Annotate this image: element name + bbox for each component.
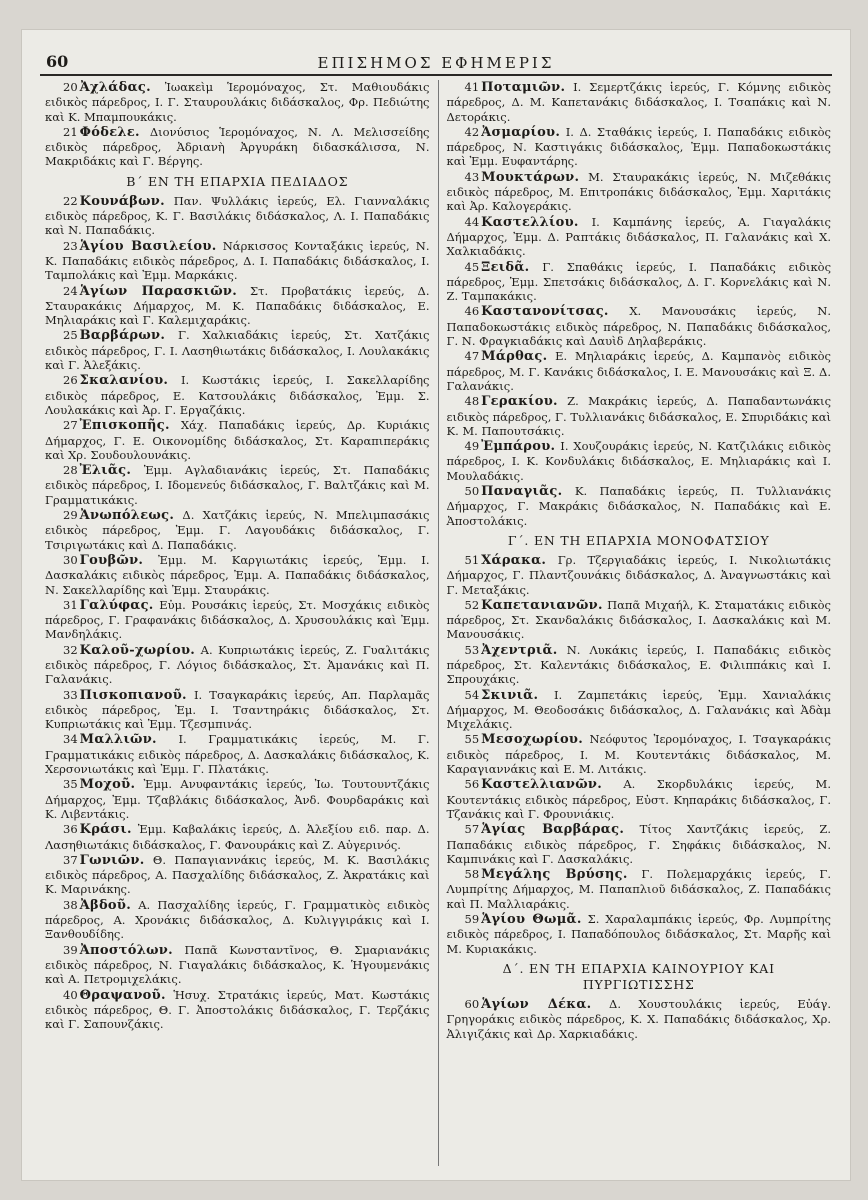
entry-number: 34 xyxy=(63,732,78,747)
entry-place-name: Ἀχλάδας. xyxy=(79,80,151,95)
municipality-entry xyxy=(447,215,832,259)
entry-members: Ἐμμ. Ανυφαντάκις ἱερεύς, Ἰω. Τουτουντζάκις Δήμαρχος, Ἐμμ. Τζαβλάκις διδάσκαλος, Ἀνδ. Φουρδαράκις καὶ Κ. Λιβεντάκις. xyxy=(45,777,430,821)
municipality-entry xyxy=(447,732,832,776)
entry-place-name: Θραψανοῦ. xyxy=(79,987,166,1003)
entry-members: Α. Πασχαλίδης ἱερεύς, Γ. Γραμματικὸς ειδικὸς πάρεδρος, Α. Χρονάκις διδάσκαλος, Δ. Κυλιγγιράκις καὶ Ι. Ξανθουδίδης. xyxy=(45,897,430,942)
entry-members: Ἐμμ. Καβαλάκις ἱερεύς, Δ. Ἀλεξίου ειδ. παρ. Δ. Λασηθιωτάκις διδάσκαλος, Γ. Φανουράκις καὶ Ζ. Αὐγερινός. xyxy=(45,822,430,852)
municipality-entry xyxy=(447,867,832,911)
municipality-entry xyxy=(447,304,832,348)
municipality-entry xyxy=(447,688,832,732)
municipality-entry xyxy=(447,260,832,304)
entry-number: 33 xyxy=(63,687,78,702)
entry-members: Γ. Πολεμαρχάκις ἱερεύς, Γ. Λυμπρίτης Δήμαρχος, Μ. Παπαπλιοῦ διδάσκαλος, Ζ. Παπαδάκις καὶ Π. Μαλλιαράκις. xyxy=(446,867,831,911)
entry-place-name: Βαρβάρων. xyxy=(79,328,166,344)
entry-members: Θ. Παπαγιαννάκις ἱερεύς, Μ. Κ. Βασιλάκις ειδικὸς πάρεδρος, Α. Πασχαλίδης διδάσκαλος, Ζ. Ἀκρατάκις καὶ Κ. Μαρινάκης. xyxy=(45,852,430,897)
left-column xyxy=(40,80,439,1166)
entry-number: 20 xyxy=(63,80,78,94)
municipality-entry xyxy=(45,853,430,897)
entry-place-name: Μεγάλης Βρύσης. xyxy=(481,867,628,883)
entry-number: 25 xyxy=(63,328,78,343)
entry-members: Ι. Καμπάνης ἱερεύς, Α. Γιαγαλάκις Δήμαρχος, Ἐμμ. Δ. Ραπτάκις διδάσκαλος, Π. Γαλανάκις καὶ Χ. Χαλκιαδάκις. xyxy=(446,214,831,259)
municipality-entry xyxy=(45,688,430,732)
entry-members: Ι. Τσαγκαράκις ἱερεύς, Απ. Παρλαμᾶς ειδικὸς πάρεδρος, Ἐμ. Ι. Τσαντηράκις διδάσκαλος, Στ. Κυπριωτάκις καὶ Ἐμμ. Τζεσμπινάς. xyxy=(45,687,430,732)
entry-place-name: Ἐλιᾶς. xyxy=(79,463,132,479)
entry-members: Α. Σκορδυλάκις ἱερεύς, Μ. Κουτεντάκις ειδικὸς πάρεδρος, Εὐστ. Κηπαράκις διδάσκαλος, Γ. Τζανάκις καὶ Γ. Φρουνιάκις. xyxy=(446,777,831,821)
entry-number: 52 xyxy=(464,597,480,612)
entry-place-name: Ἁγίας Βαρβάρας. xyxy=(481,822,625,838)
entry-members: Κ. Παπαδάκις ἱερεύς, Π. Τυλλιανάκις Δήμαρχος, Γ. Μακράκις διδάσκαλος, Ν. Παπαδάκις καὶ Ε. Ἀποστολάκις. xyxy=(446,484,832,528)
entry-members: Διονύσιος Ἱερομόναχος, Ν. Λ. Μελισσείδης ειδικὸς πάρεδρος, Ἀδριανὴ Ἀργυράκη διδασκάλισσα, Ν. Μακριδάκις καὶ Γ. Βέργης. xyxy=(45,124,430,169)
municipality-entry xyxy=(45,508,430,552)
entry-number: 27 xyxy=(63,418,78,433)
entry-members: Ε. Μηλιαράκις ἱερεύς, Δ. Καμπανὸς ειδικὸς πάρεδρος, Μ. Γ. Κανάκις διδάσκαλος, Ι. Ε. Μανουσάκις καὶ Ξ. Δ. Γαλανάκις. xyxy=(446,349,832,393)
entry-members: Ἐμμ. Αγλαδιανάκις ἱερεύς, Στ. Παπαδάκις ειδικὸς πάρεδρος, Ι. Ιδομενεύς διδάσκαλος, Γ. Βαλτζάκις καὶ Μ. Γραμματικάκις. xyxy=(45,463,430,507)
entry-number: 29 xyxy=(63,508,78,523)
entry-place-name: Γερακίου. xyxy=(481,394,558,410)
page-number: 60 xyxy=(46,52,69,71)
entry-place-name: Μεσοχωρίου. xyxy=(481,732,584,748)
entry-number: 44 xyxy=(464,214,480,229)
entry-members: Στ. Προβατάκις ἱερεύς, Δ. Σταυρακάκις Δήμαρχος, Μ. Κ. Παπαδάκις διδάσκαλος, Ε. Μηλιαράκις καὶ Γ. Καλεμιχαράκις. xyxy=(45,283,430,328)
municipality-entry xyxy=(45,822,430,852)
municipality-entry xyxy=(45,643,430,687)
entry-members: Ἡσυχ. Στρατάκις ἱερεύς, Ματ. Κωστάκις ειδικὸς πάρεδρος, Θ. Γ. Ἀποστολάκις διδάσκαλος, Γ. Τερζάκις καὶ Γ. Σαπουνζάκις. xyxy=(45,987,430,1032)
municipality-entry xyxy=(45,463,430,507)
municipality-entry xyxy=(447,439,832,483)
entry-number: 58 xyxy=(464,867,480,882)
entry-number: 42 xyxy=(464,124,480,139)
entry-number: 22 xyxy=(63,193,78,208)
entry-place-name: Ἁγίων Παρασκιῶν. xyxy=(79,283,238,299)
municipality-entry xyxy=(45,553,430,597)
municipality-entry xyxy=(45,898,430,942)
gazette-page xyxy=(22,30,850,1180)
entry-place-name: Γωνιῶν. xyxy=(79,852,145,868)
entry-members: Ἐμμ. Μ. Καργιωτάκις ἱερεύς, Ἐμμ. Ι. Δασκαλάκις ειδικὸς πάρεδρος, Ἐμμ. Α. Παπαδάκις διδάσκαλος, Ν. Σακελλαρίδης καὶ Ἐμμ. Σταυράκις. xyxy=(45,552,430,597)
entry-members: Γ. Σπαθάκις ἱερεύς, Ι. Παπαδάκις ειδικὸς πάρεδρος, Ἐμμ. Σπετσάκις διδάσκαλος, Δ. Γ. Κορνελάκις καὶ Ν. Ζ. Ταμπακάκις. xyxy=(446,259,832,304)
entry-number: 30 xyxy=(63,552,78,567)
municipality-entry xyxy=(447,394,832,438)
entry-number: 56 xyxy=(464,777,480,792)
entry-members: Ζ. Μακράκις ἱερεύς, Δ. Παπαδαντωνάκις ειδικὸς πάρεδρος, Γ. Τυλλιανάκις διδάσκαλος, Ε. Σπυριδάκις καὶ Κ. Μ. Παπουτσάκις. xyxy=(446,394,832,438)
entry-place-name: Φόδελε. xyxy=(79,124,140,140)
entry-place-name: Παναγιᾶς. xyxy=(481,484,563,500)
entry-number: 32 xyxy=(63,642,78,657)
section-heading-line: ΠΥΡΓΙΩΤΙΣΣΗΣ xyxy=(582,976,695,992)
entry-place-name: Καστανονίτσας. xyxy=(481,304,609,320)
entry-number: 35 xyxy=(63,777,78,792)
entry-members: Σ. Χαραλαμπάκις ἱερεύς, Φρ. Λυμπρίτης ειδικὸς πάρεδρος, Ι. Παπαδόπουλος διδάσκαλος, Στ. Μαρῆς καὶ Μ. Κυριακάκις. xyxy=(446,912,831,956)
entry-place-name: Ἀνωπόλεως. xyxy=(79,508,175,524)
entry-number: 21 xyxy=(63,124,78,139)
section-heading xyxy=(447,961,832,993)
entry-place-name: Ἀχεντριᾶ. xyxy=(481,642,558,658)
entry-number: 57 xyxy=(464,822,480,837)
entry-number: 45 xyxy=(464,259,480,274)
entry-members: Εὐμ. Ρουσάκις ἱερεύς, Στ. Μοσχάκις ειδικὸς πάρεδρος, Γ. Γραφανάκις διδάσκαλος, Δ. Χρυσουλάκις καὶ Ἐμμ. Μανδηλάκις. xyxy=(45,597,430,642)
entry-members: Νεόφυτος Ἱερομόναχος, Ι. Τσαγκαράκις ειδικὸς πάρεδρος, Ι. Μ. Κουτεντάκις διδάσκαλος, Μ. Καραγιαννάκις καὶ Ε. Μ. Λιτάκις. xyxy=(446,732,831,777)
entry-place-name: Χάρακα. xyxy=(481,552,547,568)
municipality-entry xyxy=(447,997,832,1041)
entry-place-name: Κράσι. xyxy=(79,822,132,838)
section-heading xyxy=(45,174,430,190)
entry-place-name: Ἀβδοῦ. xyxy=(79,897,132,913)
municipality-entry xyxy=(447,643,832,687)
entry-number: 50 xyxy=(464,484,480,499)
entry-number: 38 xyxy=(63,897,78,912)
entry-members: Α. Κυπριωτάκις ἱερεύς, Ζ. Γυαλιτάκις ειδικὸς πάρεδρος, Γ. Λόγιος διδάσκαλος, Στ. Ἀμανάκις καὶ Π. Γαλανάκις. xyxy=(45,642,430,687)
section-heading-line: Γ΄. ΕΝ ΤΗ ΕΠΑΡΧΙΑ ΜΟΝΟΦΑΤΣΙΟΥ xyxy=(507,532,770,548)
entry-place-name: Ἐμπάρου. xyxy=(481,439,556,455)
entry-number: 41 xyxy=(464,80,480,94)
entry-members: Χ. Μανουσάκις ἱερεύς, Ν. Παπαδοκωστάκις ειδικὸς πάρεδρος, Ν. Παπαδάκις διδάσκαλος, Γ. Ν. Φραγκιαδάκις καὶ Δαυὶδ Δηλαβεράκις. xyxy=(446,304,832,349)
municipality-entry xyxy=(447,80,832,124)
entry-number: 36 xyxy=(63,822,78,837)
entry-place-name: Καστελλίου. xyxy=(481,214,579,230)
section-heading-line: Β΄ ΕΝ ΤΗ ΕΠΑΡΧΙΑ ΠΕΔΙΑΔΟΣ xyxy=(126,173,349,189)
municipality-entry xyxy=(45,125,430,169)
entry-number: 23 xyxy=(63,238,78,253)
entry-number: 43 xyxy=(464,169,480,184)
entry-place-name: Καστελλιανῶν. xyxy=(481,777,603,793)
municipality-entry xyxy=(45,988,430,1032)
entry-members: Ι. Ζαμπετάκις ἱερεύς, Ἐμμ. Χανιαλάκις Δήμαρχος, Μ. Θεοδοσάκις διδάσκαλος, Δ. Γαλανάκις καὶ Ἀδὰμ Μιχελάκις. xyxy=(446,687,832,732)
right-column xyxy=(439,80,837,1166)
municipality-entry xyxy=(45,418,430,462)
entry-place-name: Ἀσμαρίου. xyxy=(481,124,561,140)
municipality-entry xyxy=(447,170,832,214)
municipality-entry xyxy=(45,732,430,776)
entry-members: Μ. Σταυρακάκις ἱερεύς, Ν. Μιζεθάκις ειδικὸς πάρεδρος, Μ. Επιτροπάκις διδάσκαλος, Ἐμμ. Χαριτάκις καὶ Ἀρ. Καλογεράκις. xyxy=(446,169,831,214)
entry-place-name: Μουκτάρων. xyxy=(481,169,580,185)
entry-number: 47 xyxy=(464,349,480,364)
entry-number: 31 xyxy=(63,597,78,612)
municipality-entry xyxy=(45,777,430,821)
municipality-entry xyxy=(45,239,430,283)
entry-members: Τίτος Χαντζάκις ἱερεύς, Ζ. Παπαδάκις ειδικὸς πάρεδρος, Γ. Σηφάκις διδάσκαλος, Ν. Καμπινάκις καὶ Γ. Δασκαλάκις. xyxy=(446,822,832,866)
entry-members: Γ. Χαλκιαδάκις ἱερεύς, Στ. Χατζάκις ειδικὸς πάρεδρος, Γ. Ι. Λασηθιωτάκις διδάσκαλος, Ι. Λουλακάκις καὶ Γ. Ἀλεξάκις. xyxy=(45,328,430,373)
municipality-entry xyxy=(447,349,832,393)
entry-place-name: Γαλύφας. xyxy=(79,597,154,613)
entry-place-name: Σκινιᾶ. xyxy=(481,687,539,703)
entry-place-name: Ἀποστόλων. xyxy=(79,942,173,958)
entry-members: Ι. Κωστάκις ἱερεύς, Ι. Σακελλαρίδης ειδικὸς πάρεδρος, Ε. Κατσουλάκις διδάσκαλος, Ἐμμ. Σ. Λουλακάκις καὶ Ἀρ. Γ. Εργαζάκις. xyxy=(45,373,430,417)
entry-number: 46 xyxy=(464,304,480,319)
entry-place-name: Ἁγίου Βασιλείου. xyxy=(79,238,217,254)
entry-number: 39 xyxy=(63,942,78,957)
entry-number: 48 xyxy=(464,394,480,409)
entry-number: 26 xyxy=(63,373,78,388)
text-columns xyxy=(40,80,836,1166)
municipality-entry xyxy=(45,373,430,417)
municipality-entry xyxy=(45,598,430,642)
entry-number: 51 xyxy=(464,552,480,567)
entry-members: Γρ. Τζεργιαδάκις ἱερεύς, Ι. Νικολιωτάκις Δήμαρχος, Γ. Πλαντζουνάκις διδάσκαλος, Δ. Ἀναγνωστάκις καὶ Γ. Μεταξάκις. xyxy=(446,552,831,597)
entry-members: Ι. Δ. Σταθάκις ἱερεύς, Ι. Παπαδάκις ειδικὸς πάρεδρος, Ν. Καστιγάκις διδάσκαλος, Ἐμμ. Παπαδοκωστάκις καὶ Ἐμμ. Ευφαντάρης. xyxy=(446,124,831,169)
entry-place-name: Σκαλανίου. xyxy=(79,373,169,389)
running-title: ΕΠΙΣΗΜΟΣ ΕΦΗΜΕΡΙΣ xyxy=(317,54,555,72)
entry-place-name: Μοχοῦ. xyxy=(79,777,136,793)
municipality-entry xyxy=(447,484,832,528)
entry-members: Παπᾶ Κωνσταντῖνος, Θ. Σμαριανάκις ειδικὸς πάρεδρος, Ν. Γιαγαλάκις διδάσκαλος, Κ. Ἡγουμενάκις καὶ Α. Πετρομιχελάκις. xyxy=(45,942,430,987)
page-header xyxy=(40,40,832,76)
entry-members: Χάχ. Παπαδάκις ἱερεύς, Δρ. Κυριάκις Δήμαρχος, Γ. Ε. Οικονομίδης διδάσκαλος, Στ. Καραπιπεράκις καὶ Χρ. Σουδουλουνάκις. xyxy=(45,418,430,462)
entry-members: Ι. Γραμματικάκις ἱερεύς, Μ. Γ. Γραμματικάκις ειδικὸς πάρεδρος, Δ. Δασκαλάκις διδάσκαλος, Κ. Χερσονιωτάκις καὶ Ἐμμ. Γ. Πλατάκις. xyxy=(45,732,430,777)
entry-number: 40 xyxy=(63,987,78,1002)
entry-place-name: Ἐπισκοπῆς. xyxy=(79,418,170,434)
entry-number: 28 xyxy=(63,463,78,478)
entry-number: 59 xyxy=(464,912,480,927)
municipality-entry xyxy=(447,777,832,821)
entry-number: 49 xyxy=(464,439,480,454)
municipality-entry xyxy=(45,284,430,328)
entry-members: Παπᾶ Μιχαήλ, Κ. Σταματάκις ειδικὸς πάρεδρος, Στ. Σκανδαλάκις διδάσκαλος, Ι. Δασκαλάκις καὶ Μ. Μανουσάκις. xyxy=(446,597,831,642)
entry-place-name: Μάρθας. xyxy=(481,349,548,365)
municipality-entry xyxy=(447,553,832,597)
municipality-entry xyxy=(447,598,832,642)
section-heading-line: Δ΄. ΕΝ ΤΗ ΕΠΑΡΧΙΑ ΚΑΙΝΟΥΡΙΟΥ ΚΑΙ xyxy=(502,960,775,976)
entry-place-name: Καλοῦ-χωρίου. xyxy=(79,642,196,658)
entry-members: Δ. Χουστουλάκις ἱερεύς, Εὐάγ. Γρηγοράκις ειδικὸς πάρεδρος, Κ. Χ. Παπαδάκις διδάσκαλος, Χρ. Ἀλιγιζάκις καὶ Δρ. Χαρκιαδάκις. xyxy=(446,996,831,1041)
entry-members: Ν. Λυκάκις ἱερεύς, Ι. Παπαδάκις ειδικὸς πάρεδρος, Στ. Καλεντάκις διδάσκαλος, Ε. Φιλιππάκις καὶ Ι. Σπρουχάκις. xyxy=(446,642,832,687)
entry-place-name: Μαλλιῶν. xyxy=(79,732,157,748)
entry-members: Νάρκισσος Κονταξάκις ἱερεύς, Ν. Κ. Παπαδάκις ειδικὸς πάρεδρος, Δ. Ι. Παπαδάκις διδάσκαλος, Ι. Ταμπολάκις καὶ Ἐμμ. Μαρκάκις. xyxy=(45,238,430,283)
entry-place-name: Πισκοπιανοῦ. xyxy=(79,687,187,703)
entry-members: Ι. Χουζουράκις ἱερεύς, Ν. Κατζιλάκις ειδικὸς πάρεδρος, Ι. Κ. Κονδυλάκις διδάσκαλος, Ε. Μηλιαράκις καὶ Ι. Μουλαδάκις. xyxy=(446,439,832,483)
entry-number: 37 xyxy=(63,852,78,867)
municipality-entry xyxy=(45,943,430,987)
municipality-entry xyxy=(45,328,430,372)
entry-members: Δ. Χατζάκις ἱερεύς, Ν. Μπελιμπασάκις ειδικὸς πάρεδρος, Ἐμμ. Γ. Λαγουδάκις διδάσκαλος, Γ. Τσιριγωτάκις καὶ Δ. Παπαδάκις. xyxy=(45,508,430,552)
entry-number: 60 xyxy=(464,996,480,1011)
municipality-entry xyxy=(45,194,430,238)
entry-members: Ι. Σεμερτζάκις ἱερεύς, Γ. Κόμνης ειδικὸς πάρεδρος, Δ. Μ. Καπετανάκις διδάσκαλος, Ι. Τσαπάκις καὶ Ν. Δετοράκις. xyxy=(446,80,831,124)
entry-place-name: Ἁγίου Θωμᾶ. xyxy=(481,912,582,928)
entry-members: Παν. Ψυλλάκις ἱερεύς, Ελ. Γιανναλάκις ειδικὸς πάρεδρος, Κ. Γ. Βασιλάκις διδάσκαλος, Λ. Ι. Παπαδάκις καὶ Ν. Παπαδάκις. xyxy=(45,193,430,238)
section-heading xyxy=(447,533,832,549)
entry-place-name: Ἁγίων Δέκα. xyxy=(481,996,592,1012)
entry-place-name: Καπετανιανῶν. xyxy=(481,597,603,613)
entry-place-name: Ποταμιῶν. xyxy=(481,80,566,95)
municipality-entry xyxy=(447,912,832,956)
entry-number: 54 xyxy=(464,687,480,702)
entry-place-name: Γουβῶν. xyxy=(79,552,144,568)
entry-number: 24 xyxy=(63,283,78,298)
entry-place-name: Ξειδᾶ. xyxy=(481,259,530,275)
entry-members: Ἰωακεὶμ Ἱερομόναχος, Στ. Μαθιουδάκις ειδικὸς πάρεδρος, Ι. Γ. Σταυρουλάκις διδάσκαλος, Φρ. Πεδιώτης καὶ Κ. Μπαμπουκάκις. xyxy=(45,80,430,124)
municipality-entry xyxy=(447,822,832,866)
municipality-entry xyxy=(447,125,832,169)
entry-number: 55 xyxy=(464,732,480,747)
entry-place-name: Κουνάβων. xyxy=(79,193,165,209)
entry-number: 53 xyxy=(464,642,480,657)
municipality-entry xyxy=(45,80,430,124)
